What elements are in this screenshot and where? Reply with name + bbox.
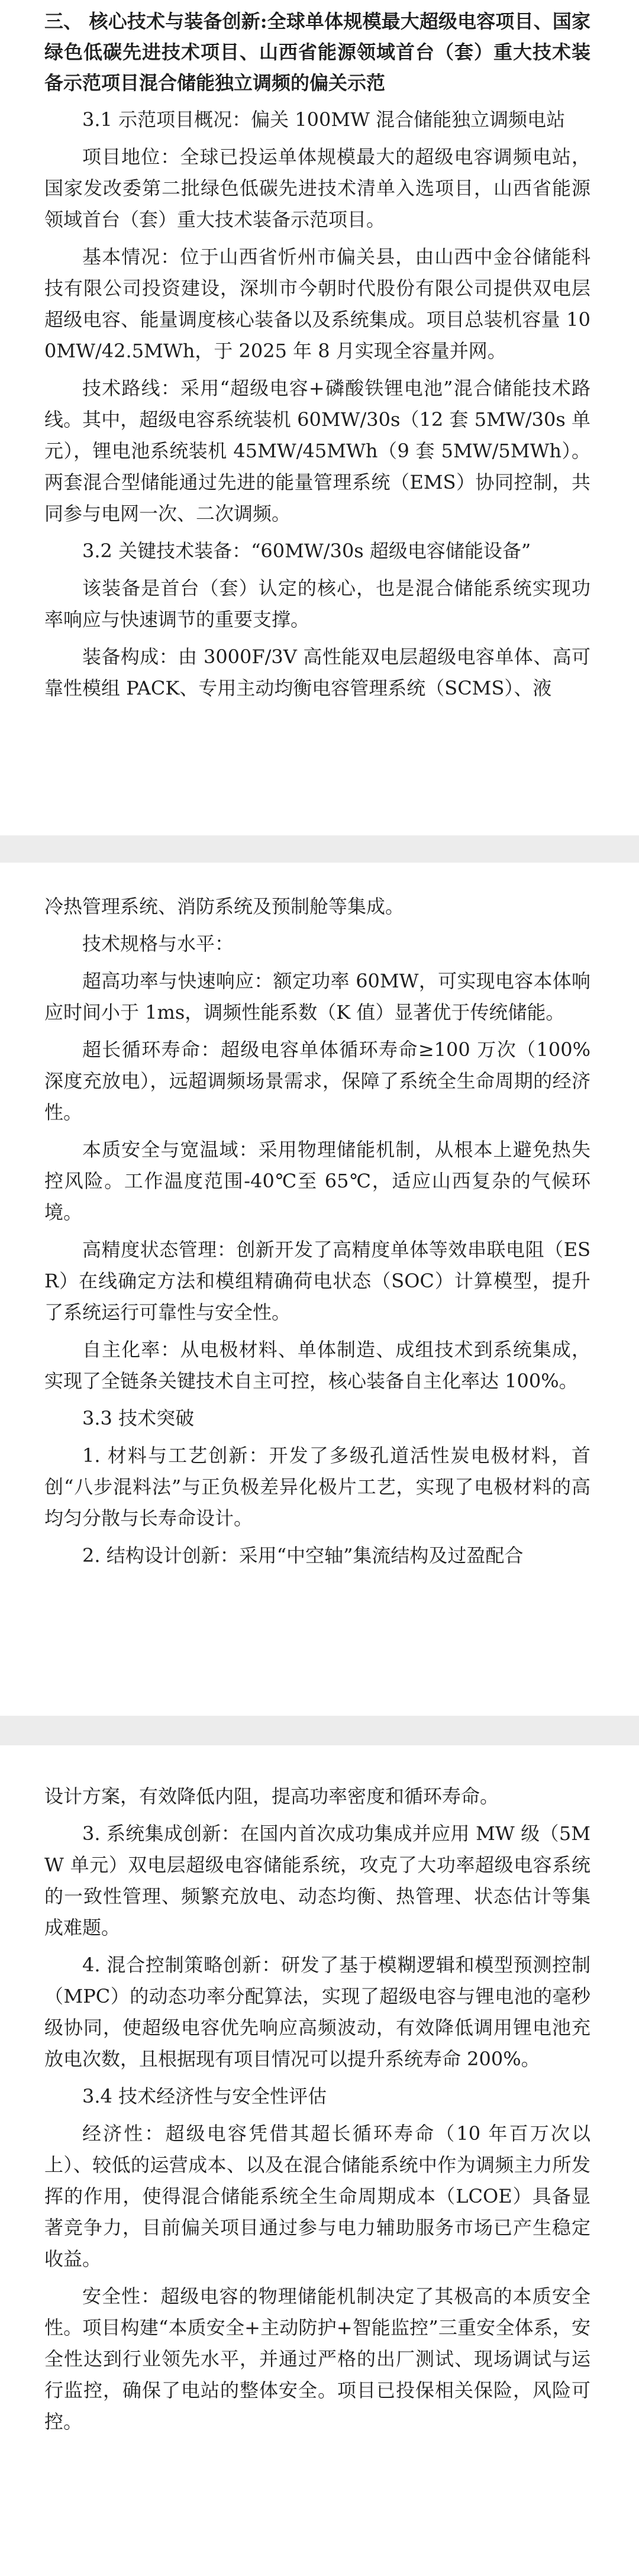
document-page-2 [0,863,639,1716]
body-paragraph: 技术路线：采用“超级电容+磷酸铁锂电池”混合储能技术路线。其中，超级电容系统装机 60MW/30s（12 套 5MW/30s 单元），锂电池系统装机 45MW/45MWh（9 套 5MW/5MWh）。两套混合型储能通过先进的能量管理系统（EMS）协同控制，共同参与电网一次、二次调频。 [44,377,590,525]
body-paragraph: 自主化率：从电极材料、单体制造、成组技术到系统集成，实现了全链条关键技术自主可控，核心装备自主化率达 100%。 [44,1338,590,1392]
document-page-1 [0,0,639,835]
body-paragraph: 超长循环寿命：超级电容单体循环寿命≥100 万次（100%深度充放电），远超调频场景需求，保障了系统全生命周期的经济性。 [44,1038,590,1124]
section-heading: 三、 核心技术与装备创新:全球单体规模最大超级电容项目、国家绿色低碳先进技术项目、山西省能源领域首台（套）重大技术装备示范项目混合储能独立调频的偏关示范 [44,10,590,94]
subsection-heading: 3.2 关键技术装备：“60MW/30s 超级电容储能设备” [82,540,531,562]
body-paragraph: 本质安全与宽温域：采用物理储能机制，从根本上避免热失控风险。工作温度范围-40℃至 65℃，适应山西复杂的气候环境。 [44,1138,590,1224]
body-paragraph: 该装备是首台（套）认定的核心，也是混合储能系统实现功率响应与快速调节的重要支撑。 [44,577,590,631]
body-paragraph: 装备构成：由 3000F/3V 高性能双电层超级电容单体、高可靠性模组 PACK、专用主动均衡电容管理系统（SCMS）、液 [44,645,590,699]
body-paragraph: 安全性：超级电容的物理储能机制决定了其极高的本质安全性。项目构建“本质安全+主动防护+智能监控”三重安全体系，安全性达到行业领先水平，并通过严格的出厂测试、现场调试与运行监控，确保了电站的整体安全。项目已投保相关保险，风险可控。 [44,2285,590,2433]
body-paragraph: 设计方案，有效降低内阻，提高功率密度和循环寿命。 [44,1785,499,1807]
document-page-3 [0,1745,639,2576]
body-paragraph: 技术规格与水平： [82,932,234,955]
body-paragraph: 4. 混合控制策略创新：研发了基于模糊逻辑和模型预测控制（MPC）的动态功率分配算法，实现了超级电容与锂电池的毫秒级协同，使超级电容优先响应高频波动，有效降低调用锂电池充放电次数，且根据现有项目情况可以提升系统寿命 200%。 [44,1954,590,2070]
body-paragraph: 基本情况：位于山西省忻州市偏关县，由山西中金谷储能科技有限公司投资建设，深圳市今朝时代股份有限公司提供双电层超级电容、能量调度核心装备以及系统集成。项目总装机容量 100MW/42.5MWh，于 2025 年 8 月实现全容量并网。 [44,246,590,362]
body-paragraph: 3. 系统集成创新：在国内首次成功集成并应用 MW 级（5MW 单元）双电层超级电容储能系统，攻克了大功率超级电容系统的一致性管理、频繁充放电、动态均衡、热管理、状态估计等集成难题。 [44,1822,590,1939]
body-paragraph: 项目地位：全球已投运单体规模最大的超级电容调频电站，国家发改委第二批绿色低碳先进技术清单入选项目，山西省能源领域首台（套）重大技术装备示范项目。 [44,146,590,231]
subsection-heading: 3.1 示范项目概况：偏关 100MW 混合储能独立调频电站 [82,108,566,131]
body-paragraph: 高精度状态管理：创新开发了高精度单体等效串联电阻（ESR）在线确定方法和模组精确荷电状态（SOC）计算模型，提升了系统运行可靠性与安全性。 [44,1238,590,1323]
body-paragraph: 经济性：超级电容凭借其超长循环寿命（10 年百万次以上）、较低的运营成本、以及在混合储能系统中作为调频主力所发挥的作用，使得混合储能系统全生命周期成本（LCOE）具备显著竞争力，目前偏关项目通过参与电力辅助服务市场已产生稳定收益。 [44,2122,590,2270]
subsection-heading: 3.3 技术突破 [82,1407,195,1429]
body-paragraph: 冷热管理系统、消防系统及预制舱等集成。 [44,895,405,918]
body-paragraph: 2. 结构设计创新：采用“中空轴”集流结构及过盈配合 [82,1544,524,1567]
subsection-heading: 3.4 技术经济性与安全性评估 [82,2085,327,2107]
body-paragraph: 超高功率与快速响应：额定功率 60MW，可实现电容本体响应时间小于 1ms，调频性能系数（K 值）显著优于传统储能。 [44,970,590,1024]
body-paragraph: 1. 材料与工艺创新：开发了多级孔道活性炭电极材料，首创“八步混料法”与正负极差异化极片工艺，实现了电极材料的高均匀分散与长寿命设计。 [44,1444,590,1529]
